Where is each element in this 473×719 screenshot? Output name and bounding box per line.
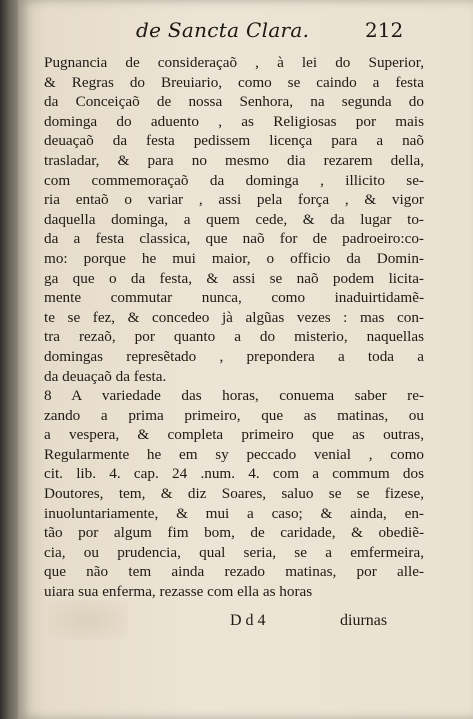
- body-text: [44, 53, 424, 602]
- text-line: Regularmente he em sy peccado venial , como: [44, 445, 424, 463]
- text-line: trasladar, & para no mesmo dia rezarem della,: [44, 151, 424, 169]
- printed-page: [18, 0, 473, 719]
- text-line: uiara sua enferma, rezasse com ella as horas: [44, 583, 313, 601]
- text-line: a vespera, & completa primeiro que as outras,: [44, 426, 424, 444]
- text-line: te se fez, & concedeo jà algũas vezes : mas con-: [44, 308, 424, 326]
- text-line: Pugnancia de consideraçaõ , à lei do Superior,: [44, 54, 424, 71]
- text-line: tra rezaõ, por quanto a do misterio, naquellas: [44, 328, 424, 346]
- text-line: tão por algum fim bom, de caridade, & obediẽ-: [44, 524, 424, 542]
- text-line: cia, ou prudencia, qual seria, se a emfermeira,: [44, 543, 424, 561]
- signature-mark: D d 4: [230, 612, 266, 629]
- text-line: que não tem ainda rezado matinas, por alle-: [44, 563, 424, 581]
- page-header: [18, 18, 473, 48]
- text-line: deuaçaõ da festa pedissem licença para a naõ: [44, 132, 424, 150]
- text-line: ga que o da festa, & assi se naõ podem licita-: [44, 269, 424, 287]
- running-head: de Sancta Clara.: [136, 18, 310, 42]
- text-line: inuoluntariamente, & mui a caso; & ainda, en-: [44, 504, 424, 522]
- page-footer: [18, 612, 473, 636]
- text-line: mente commutar nunca, como inaduirtidamẽ-: [44, 289, 424, 307]
- text-line: zando a prima primeiro, que as matinas, ou: [44, 406, 424, 424]
- text-line: ria entaõ o variar , assi pela força , & vigor: [44, 191, 424, 209]
- text-line: da deuaçaõ da festa.: [44, 367, 167, 385]
- text-line: dominga do aduento , as Religiosas por mais: [44, 112, 424, 130]
- text-line: & Regras do Breuiario, como se caindo a festa: [44, 73, 424, 91]
- text-line: cit. lib. 4. cap. 24 .num. 4. com a commum dos: [44, 465, 424, 483]
- catchword: diurnas: [340, 612, 388, 629]
- text-line: da a festa classica, que naõ for de padroeiro:co-: [44, 230, 424, 248]
- page-number: 212: [365, 18, 404, 42]
- text-line: daquella dominga, a quem cede, & da lugar to-: [44, 210, 424, 228]
- text-line: 8 A variedade das horas, conuema saber re-: [44, 387, 424, 405]
- text-line: mo: porque he mui maior, o officio da Domin-: [44, 249, 424, 267]
- text-line: com commemoraçaõ da dominga , illicito se-: [44, 171, 424, 189]
- text-line: domingas represẽtado , prepondera a toda a: [44, 347, 424, 365]
- text-line: da Conceiçaõ de nossa Senhora, na segunda do: [44, 93, 424, 111]
- text-line: Doutores, tem, & diz Soares, saluo se se fizese,: [44, 485, 424, 503]
